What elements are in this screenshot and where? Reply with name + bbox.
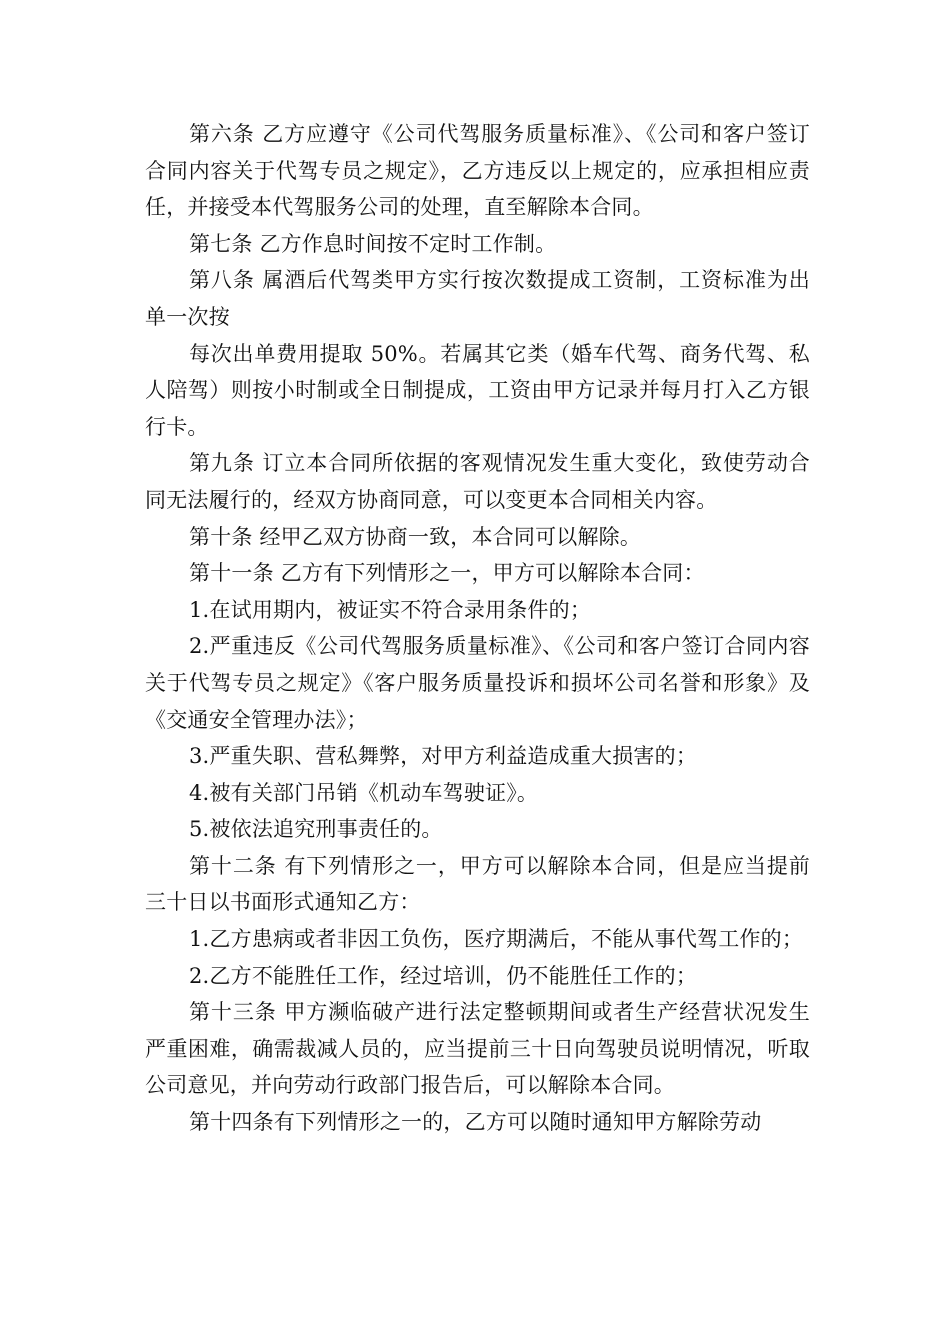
article-11-item-3: 3.严重失职、营私舞弊，对甲方利益造成重大损害的； (189, 744, 698, 769)
article-8-continuation: 每次出单费用提取 50%。若属其它类（婚车代驾、商务代驾、私人陪驾）则按小时制或全日制提成，工资由甲方记录并每月打入乙方银行卡。 (145, 341, 810, 439)
article-11-paragraph: 第十一条 乙方有下列情形之一，甲方可以解除本合同： (189, 561, 705, 586)
document-page (145, 116, 810, 1141)
article-11-item-2: 2.严重违反《公司代驾服务质量标准》、《公司和客户签订合同内容关于代驾专员之规定》《客户服务质量投诉和损坏公司名誉和形象》及《交通安全管理办法》； (145, 634, 810, 732)
article-11-item-4: 4.被有关部门吊销《机动车驾驶证》。 (189, 780, 539, 805)
article-9-paragraph: 第九条 订立本合同所依据的客观情况发生重大变化，致使劳动合同无法履行的，经双方协商同意，可以变更本合同相关内容。 (145, 451, 810, 512)
article-12-item-1: 1.乙方患病或者非因工负伤，医疗期满后，不能从事代驾工作的； (189, 927, 804, 952)
article-10-paragraph: 第十条 经甲乙双方协商一致，本合同可以解除。 (189, 524, 642, 549)
article-13-paragraph: 第十三条 甲方濒临破产进行法定整顿期间或者生产经营状况发生严重困难，确需裁减人员的，应当提前三十日向驾驶员说明情况，听取公司意见，并向劳动行政部门报告后，可以解除本合同。 (145, 1000, 810, 1098)
article-12-paragraph: 第十二条 有下列情形之一，甲方可以解除本合同，但是应当提前三十日以书面形式通知乙方： (145, 853, 810, 915)
article-14-paragraph: 第十四条有下列情形之一的，乙方可以随时通知甲方解除劳动 (189, 1110, 762, 1135)
article-8-paragraph: 第八条 属酒后代驾类甲方实行按次数提成工资制，工资标准为出单一次按 (145, 268, 810, 329)
article-7-paragraph: 第七条 乙方作息时间按不定时工作制。 (189, 231, 557, 256)
article-11-item-1: 1.在试用期内，被证实不符合录用条件的； (189, 597, 592, 622)
article-12-item-2: 2.乙方不能胜任工作，经过培训，仍不能胜任工作的； (189, 963, 698, 988)
article-11-item-5: 5.被依法追究刑事责任的。 (189, 817, 443, 842)
article-6-paragraph: 第六条 乙方应遵守《公司代驾服务质量标准》、《公司和客户签订合同内容关于代驾专员之规定》，乙方违反以上规定的，应承担相应责任，并接受本代驾服务公司的处理，直至解除本合同。 (145, 122, 810, 220)
